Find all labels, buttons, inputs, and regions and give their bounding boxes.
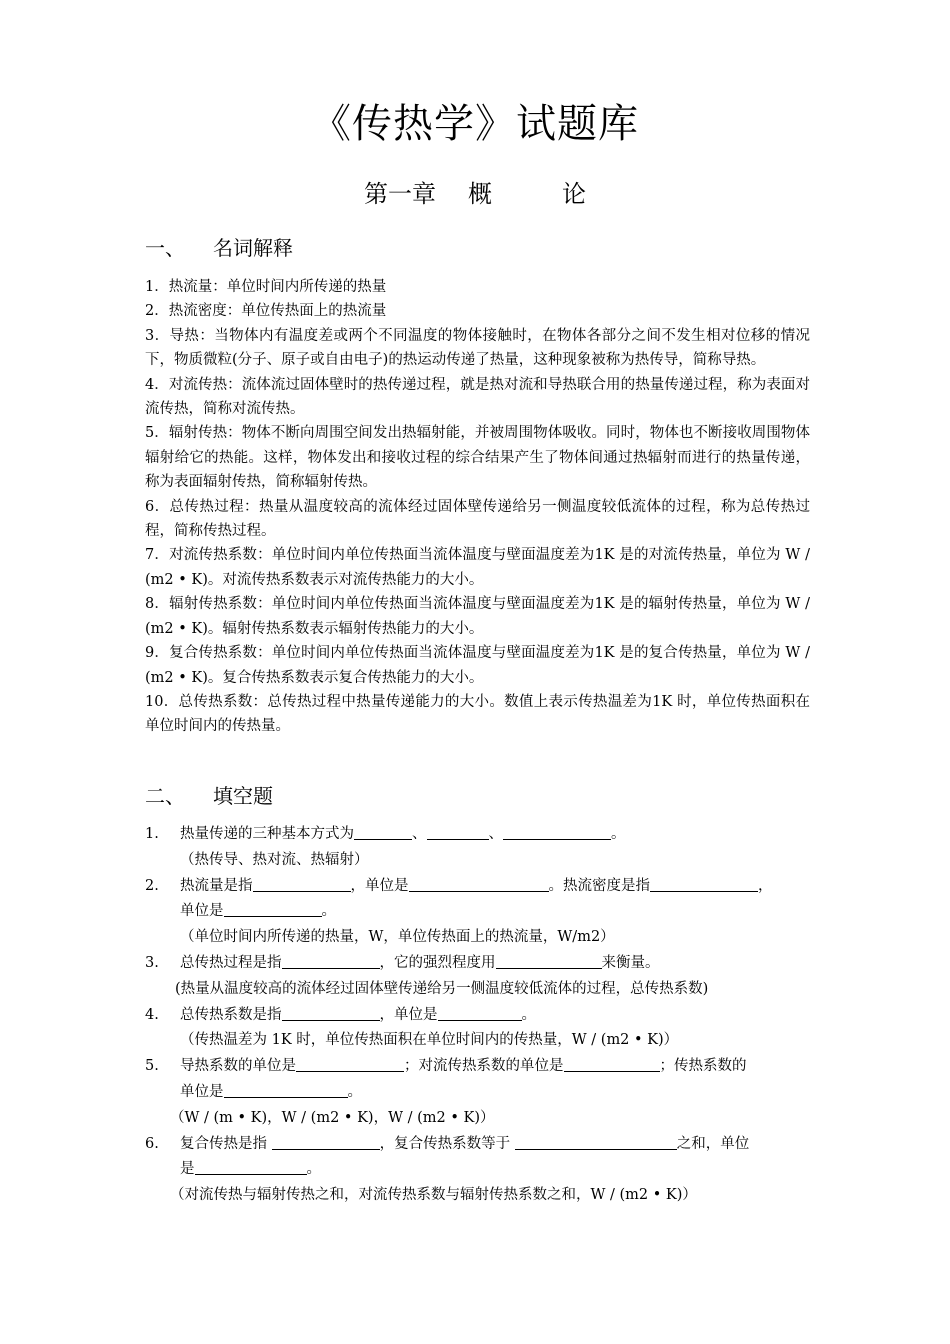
question-number: 6. (145, 1135, 159, 1152)
question-2 (145, 874, 810, 900)
question-text: ，单位是 (350, 877, 409, 894)
section-number: 二、 (145, 784, 185, 808)
question-text: 总传热过程是指 (180, 954, 282, 971)
question-text: 。 (611, 826, 626, 842)
question-1 (145, 822, 810, 848)
answer-blank[interactable] (515, 1134, 677, 1150)
answer-blank[interactable] (282, 1005, 380, 1021)
definition-item: 3．导热：当物体内有温度差或两个不同温度的物体接触时，在物体各部分之间不发生相对位移的情况下，物质微粒(分子、原子或自由电子)的热运动传递了热量，这种现象被称为热传导，简称导热。 (145, 327, 810, 369)
question-text: 是 (180, 1161, 195, 1178)
document-title: 《传热学》试题库 (311, 101, 639, 147)
question-4 (145, 1003, 810, 1029)
question-text: 。 (306, 1161, 321, 1178)
answer-blank[interactable] (503, 824, 611, 840)
definitions-list (145, 275, 810, 739)
question-text: ；对流传热系数的单位是 (404, 1058, 564, 1075)
answer-blank[interactable] (195, 1159, 307, 1175)
answer-blank[interactable] (564, 1056, 660, 1072)
fill-in-questions (145, 822, 810, 1209)
answer-text: (热量从温度较高的流体经过固体壁传递给另一侧温度较低流体的过程，总传热系数) (175, 980, 709, 997)
question-text: 热量传递的三种基本方式为 (180, 826, 354, 842)
question-text: ，它的强烈程度用 (379, 954, 496, 971)
question-text: 来衡量。 (601, 954, 660, 971)
answer-blank[interactable] (296, 1056, 404, 1072)
question-number: 5. (145, 1058, 159, 1075)
definition-item: 1．热流量：单位时间内所传递的热量 (145, 279, 387, 295)
question-text: 。 (521, 1006, 536, 1023)
question-text: 、 (412, 826, 427, 842)
question-text: 导热系数的单位是 (180, 1058, 296, 1075)
question-text: ；传热系数的 (659, 1058, 747, 1075)
answer-blank[interactable] (272, 1134, 380, 1150)
section-heading-2 (145, 780, 273, 809)
answer-blank[interactable] (224, 1082, 348, 1098)
answer-blank[interactable] (253, 876, 351, 892)
chapter-word-2: 论 (562, 180, 586, 208)
answer-blank[interactable] (496, 953, 602, 969)
question-text: 。 (347, 1083, 362, 1100)
definition-item: 5．辐射传热：物体不断向周围空间发出热辐射能，并被周围物体吸收。同时，物体也不断接收周围物体辐射给它的热能。这样，物体发出和接收过程的综合结果产生了物体间通过热辐射而进行的热量传递，称为表面辐射传热，简称辐射传热。 (145, 425, 810, 491)
section-label: 名词解释 (213, 236, 293, 260)
question-5 (145, 1054, 810, 1080)
answer-blank[interactable] (438, 1005, 522, 1021)
answer-text: （W / (m • K)，W / (m2 • K)，W / (m2 • K)） (170, 1109, 495, 1126)
question-text: 复合传热是指 (180, 1135, 272, 1152)
question-text: 总传热系数是指 (180, 1006, 282, 1023)
section-label: 填空题 (213, 784, 273, 808)
question-text: ，复合传热系数等于 (379, 1135, 515, 1152)
answer-blank[interactable] (409, 876, 549, 892)
answer-text: （对流传热与辐射传热之和，对流传热系数与辐射传热系数之和，W / (m2 • K)） (170, 1187, 697, 1204)
question-text: 。热流密度是指 (548, 877, 650, 894)
question-number: 2. (145, 877, 159, 894)
question-text: 、 (488, 826, 503, 842)
chapter-word-1: 概 (468, 180, 492, 208)
definition-item: 9．复合传热系数：单位时间内单位传热面当流体温度与壁面温度差为1K 是的复合传热量，单位为 W / (m2 • K)。复合传热系数表示复合传热能力的大小。 (145, 645, 810, 686)
answer-blank[interactable] (354, 824, 412, 840)
definition-item: 7．对流传热系数：单位时间内单位传热面当流体温度与壁面温度差为1K 是的对流传热量，单位为 W / (m2 • K)。对流传热系数表示对流传热能力的大小。 (145, 547, 810, 588)
question-number: 1. (145, 826, 159, 842)
answer-blank[interactable] (282, 953, 380, 969)
question-3 (145, 951, 810, 977)
question-6 (145, 1132, 810, 1158)
definition-item: 10．总传热系数：总传热过程中热量传递能力的大小。数值上表示传热温差为1K 时，单位传热面积在单位时间内的传热量。 (145, 693, 810, 735)
chapter-heading (0, 174, 950, 209)
answer-text: （热传导、热对流、热辐射） (180, 851, 369, 868)
question-text: ， (758, 877, 773, 894)
answer-blank[interactable] (650, 876, 758, 892)
question-text: 之和，单位 (676, 1135, 750, 1152)
definition-item: 2．热流密度：单位传热面上的热流量 (145, 303, 387, 320)
question-text: 热流量是指 (180, 877, 253, 894)
question-text: 单位是 (180, 903, 224, 920)
question-number: 4. (145, 1006, 159, 1023)
question-text: ，单位是 (379, 1006, 438, 1023)
question-text: 单位是 (180, 1083, 224, 1100)
answer-blank[interactable] (224, 901, 322, 917)
answer-text: （单位时间内所传递的热量，W，单位传热面上的热流量，W/m2） (180, 929, 615, 946)
question-number: 3. (145, 954, 159, 971)
answer-text: （传热温差为 1K 时，单位传热面积在单位时间内的传热量，W / (m2 • K)） (180, 1032, 679, 1049)
question-text: 。 (321, 903, 336, 920)
definition-item: 4．对流传热：流体流过固体壁时的热传递过程，就是热对流和导热联合用的热量传递过程，称为表面对流传热，简称对流传热。 (145, 376, 810, 418)
chapter-label: 第一章 (364, 180, 436, 208)
definition-item: 8．辐射传热系数：单位时间内单位传热面当流体温度与壁面温度差为1K 是的辐射传热量，单位为 W / (m2 • K)。辐射传热系数表示辐射传热能力的大小。 (145, 596, 810, 637)
section-heading-1 (145, 232, 293, 261)
section-number: 一、 (145, 236, 185, 260)
definition-item: 6．总传热过程：热量从温度较高的流体经过固体壁传递给另一侧温度较低流体的过程，称为总传热过程，简称传热过程。 (145, 498, 810, 540)
answer-blank[interactable] (427, 824, 489, 840)
